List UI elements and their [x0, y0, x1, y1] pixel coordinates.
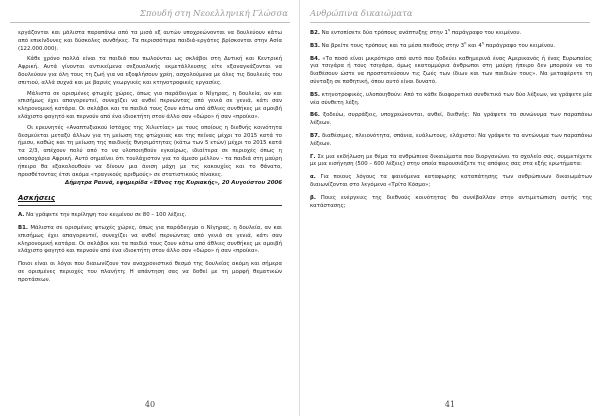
exercise-b3-text-b: και 4: [466, 42, 482, 49]
exercise-b2-text-b: παράγραφο του κειμένου.: [450, 30, 522, 36]
exercise-b5: [310, 92, 592, 108]
left-header-rule: [10, 22, 290, 23]
exercise-b4-label: B4.: [310, 55, 320, 62]
exercise-a: [18, 212, 282, 220]
exercise-b7-label: B7.: [310, 132, 320, 139]
right-running-header: Ανθρώπινα δικαιώματα: [310, 9, 413, 19]
exercise-b3-sup-1: η: [464, 40, 467, 45]
right-page-body: [310, 30, 592, 210]
exercise-alpha: [310, 174, 592, 190]
right-page: [300, 0, 600, 416]
exercise-b7-text: διαθέσιμες, πλειονότητα, σπάνια, ευάλωτους, ελάχιστο: Να γράψετε τα αντώνυμα των παραπάνω λέξεων.: [310, 132, 592, 147]
exercise-b6: [310, 112, 592, 128]
exercise-b7: [310, 133, 592, 149]
exercise-a-label: A.: [18, 212, 25, 219]
left-paragraph-4: Οι ερευνητές «Αναπτυξιακού Ιστόχος της Χιλιετίας» με τους οποίους η διεθνής κοινότητα δεσμεύεται μεταξύ άλλων για τη μείωση της φτώχειας και της πείνας μέχρι το 2015 κατά το ήμισυ, καθώς και τη μείωση της παιδικής θνησιμότητας (κάτω των 5 ετών) μέχρι το 2015 κατά τα 2/3, απέχουν πολύ από το να υλοποιηθούν εγκαίρως, ιδιαίτερα σε περιοχές όπως η υποσαχάρια Αφρική. Αυτό σημαίνει ότι τουλάχιστον για το άμεσο μέλλον - τα παιδιά στη μαύρη ήπειρο θα εξακολουθούν να δίνουν μια άνιση μάχη με τις κακουχίες και το θάνατο, προσθέτοντας έτσι ακόμα «τραγικούς αριθμούς» σε στατιστικούς πίνακες.: [18, 124, 282, 178]
exercise-gamma-label: Γ.: [310, 153, 316, 160]
right-header-rule: [310, 22, 590, 23]
exercise-b5-label: B5.: [310, 91, 320, 98]
exercise-gamma: [310, 154, 592, 170]
article-byline: Δήμητρα Ραυνά, εφημερίδα «Έθνος της Κυριακής», 20 Αυγούστου 2006: [65, 180, 282, 187]
exercise-b2-text-a: Να εντοπίσετε δύο τρόπους ανάπτυξης στην 1: [321, 30, 448, 36]
exercise-b1-label: B1.: [18, 224, 28, 231]
exercise-beta-text: Ποιες ενέργειες της διεθνούς κοινότητας θα συνέβαλλαν στην αντιμετώπιση αυτής της κατάστασης;: [310, 194, 592, 209]
exercise-b3-text-c: παράγραφο του κειμένου.: [484, 42, 556, 49]
left-paragraph-3: Μάλιστα σε ορισμένες φτωχές χώρες, όπως για παράδειγμα ο Νίγηρας, η δουλεία, αν και επισήμως έχει απαγορευτεί, συνεχίζει να ανθεί περνώντας από γενιά σε γενιά, κάτι σαν κληρονομική κατάρα. Οι σκλάβοι και τα παιδιά τους ζουν κάτω από άθλιες συνθήκες με αμοιβή ελάχιστο φαγητό και περνούν από ένα ιδιοκτήτη στον άλλο σαν «δώρο» ή σαν «προίκα».: [18, 90, 282, 120]
left-page-number: 40: [144, 400, 156, 409]
exercise-b1-text: Μάλιστα σε ορισμένες φτωχές χώρες, όπως για παράδειγμα ο Νίγηρας, η δουλεία, αν και επισήμως έχει απαγορευτεί, συνεχίζει να ανθεί περνώντας από γενιά σε γενιά, κάτι σαν κληρονομική κατάρα. Οι σκλάβοι και τα παιδιά τους ζουν κάτω από άθλιες συνθήκες με αμοιβή ελάχιστο φαγητό και περνούν από ένα ιδιοκτήτη στον άλλο σαν «δώρο» ή σαν «προίκα».: [18, 224, 282, 255]
left-page-body: [18, 30, 282, 285]
exercise-beta-label: β.: [310, 194, 316, 201]
exercise-alpha-label: α.: [310, 174, 316, 181]
exercise-b3: [310, 40, 592, 51]
exercise-b2: [310, 30, 592, 38]
left-paragraph-2: Κάθε χρόνο πολλά είναι τα παιδιά που πωλούνται ως σκλάβοι στη Δυτική και Κεντρική Αφρική. Αυτά γίνονται αντικείμενα σεξουαλικής εκμετάλλευσης είτε εξαναγκάζονται να δουλεύουν για όλη τους τη ζωή για να εξοφλήσουν χρέη, ασχολούμενα με όλες τις δουλειές του σπιτιού, αλλά συχνά και με βαριές γεωργικές και κτηνοτροφικές εργασίες.: [18, 56, 282, 86]
exercise-gamma-text: Σε μια εκδήλωση με θέμα τα ανθρώπινα δικαιώματα που διοργανώνει το σχολείο σας, συμμετέχετε με μια εισήγηση (500 – 600 λέξεις) στην οποία παρουσιάζετε τις απόψεις σας στα εξής ερωτήματα:: [310, 153, 592, 168]
left-paragraph-1: εργάζονται και μάλιστα παραπάνω από τα μισά εξ αυτών υποχρεώνονται να δουλεύουν κάτω από επικίνδυνες και δύσκολες συνθήκες. Τα περισσότερα παιδιά-εργάτες βρίσκονται στην Ασία (122.000.000).: [18, 30, 282, 52]
exercise-b2-label: B2.: [310, 30, 320, 36]
exercises-rule: [18, 205, 282, 206]
exercise-alpha-text: Για ποιους λόγους τα φαινόμενα καταφωρης καταπάτησης των ανθρώπινων δικαιωμάτων διαιωνίζονται στο λεγόμενο «Τρίτο Κόσμο»;: [310, 174, 592, 188]
exercise-a-text: Να γράψετε την περίληψη του κειμένου σε 80 – 100 λέξεις.: [26, 212, 187, 219]
exercise-b3-label: B3.: [310, 42, 320, 49]
exercise-b6-text: ξοδεύω, συρράξεις, υποχρεώνονται, ανθεί, διεθνής: Να γράψετε τα συνώνυμα των παραπάνω λέξεων.: [310, 112, 592, 127]
exercise-b3-text-a: Να βρείτε τους τρόπους και τα μέσα πειθούς στην 3: [321, 42, 465, 49]
exercise-beta: [310, 195, 592, 211]
exercise-b2-sup: η: [447, 28, 451, 32]
left-running-header: Σπουδή στη Νεοελληνική Γλώσσα: [139, 9, 288, 19]
exercise-b1: [18, 225, 282, 256]
exercises-heading: Ασκήσεις: [18, 194, 56, 203]
right-page-number: 41: [444, 400, 456, 409]
exercise-b4-text: «Το ποσό είναι μικρότερο από αυτό που ξοδεύει καθημερινά ένας Αμερικανός ή ένας Ευρωπαίος για τσιγάρα ή τους τσιγάρα, όμως εκατομμύρια άνθρωποι στη μαύρη ήπειρο δεν μπορούν να το διαθέσουν ώστε να προστατεύσουν τις ζωές των ίδιων και των παιδιών τους». Να μεταφέρετε τη σύνταξη σε παθητική, όπου αυτό είναι δυνατό.: [310, 55, 592, 85]
exercise-b1-question: Ποιοι είναι οι λόγοι που διαιωνίζουν τον αναχρονιστικό θεσμό της δουλείας ακόμη και σήμερα σε ορισμένες περιοχές του πλανήτη; Η απάντηση σας να δοθεί με τη μορφή θεματικών προτάσεων.: [18, 261, 282, 283]
exercise-b6-label: B6.: [310, 112, 320, 119]
exercise-b4: [310, 56, 592, 87]
exercise-b5-text: κτηνοτροφικές, υλοποιηθούν: Από το κάθε διαφορετικό συνθετικό των δύο λέξεων, να γράψετε μία νέα σύνθετη λέξη.: [310, 91, 592, 106]
exercise-b3-sup-2: η: [481, 40, 485, 45]
